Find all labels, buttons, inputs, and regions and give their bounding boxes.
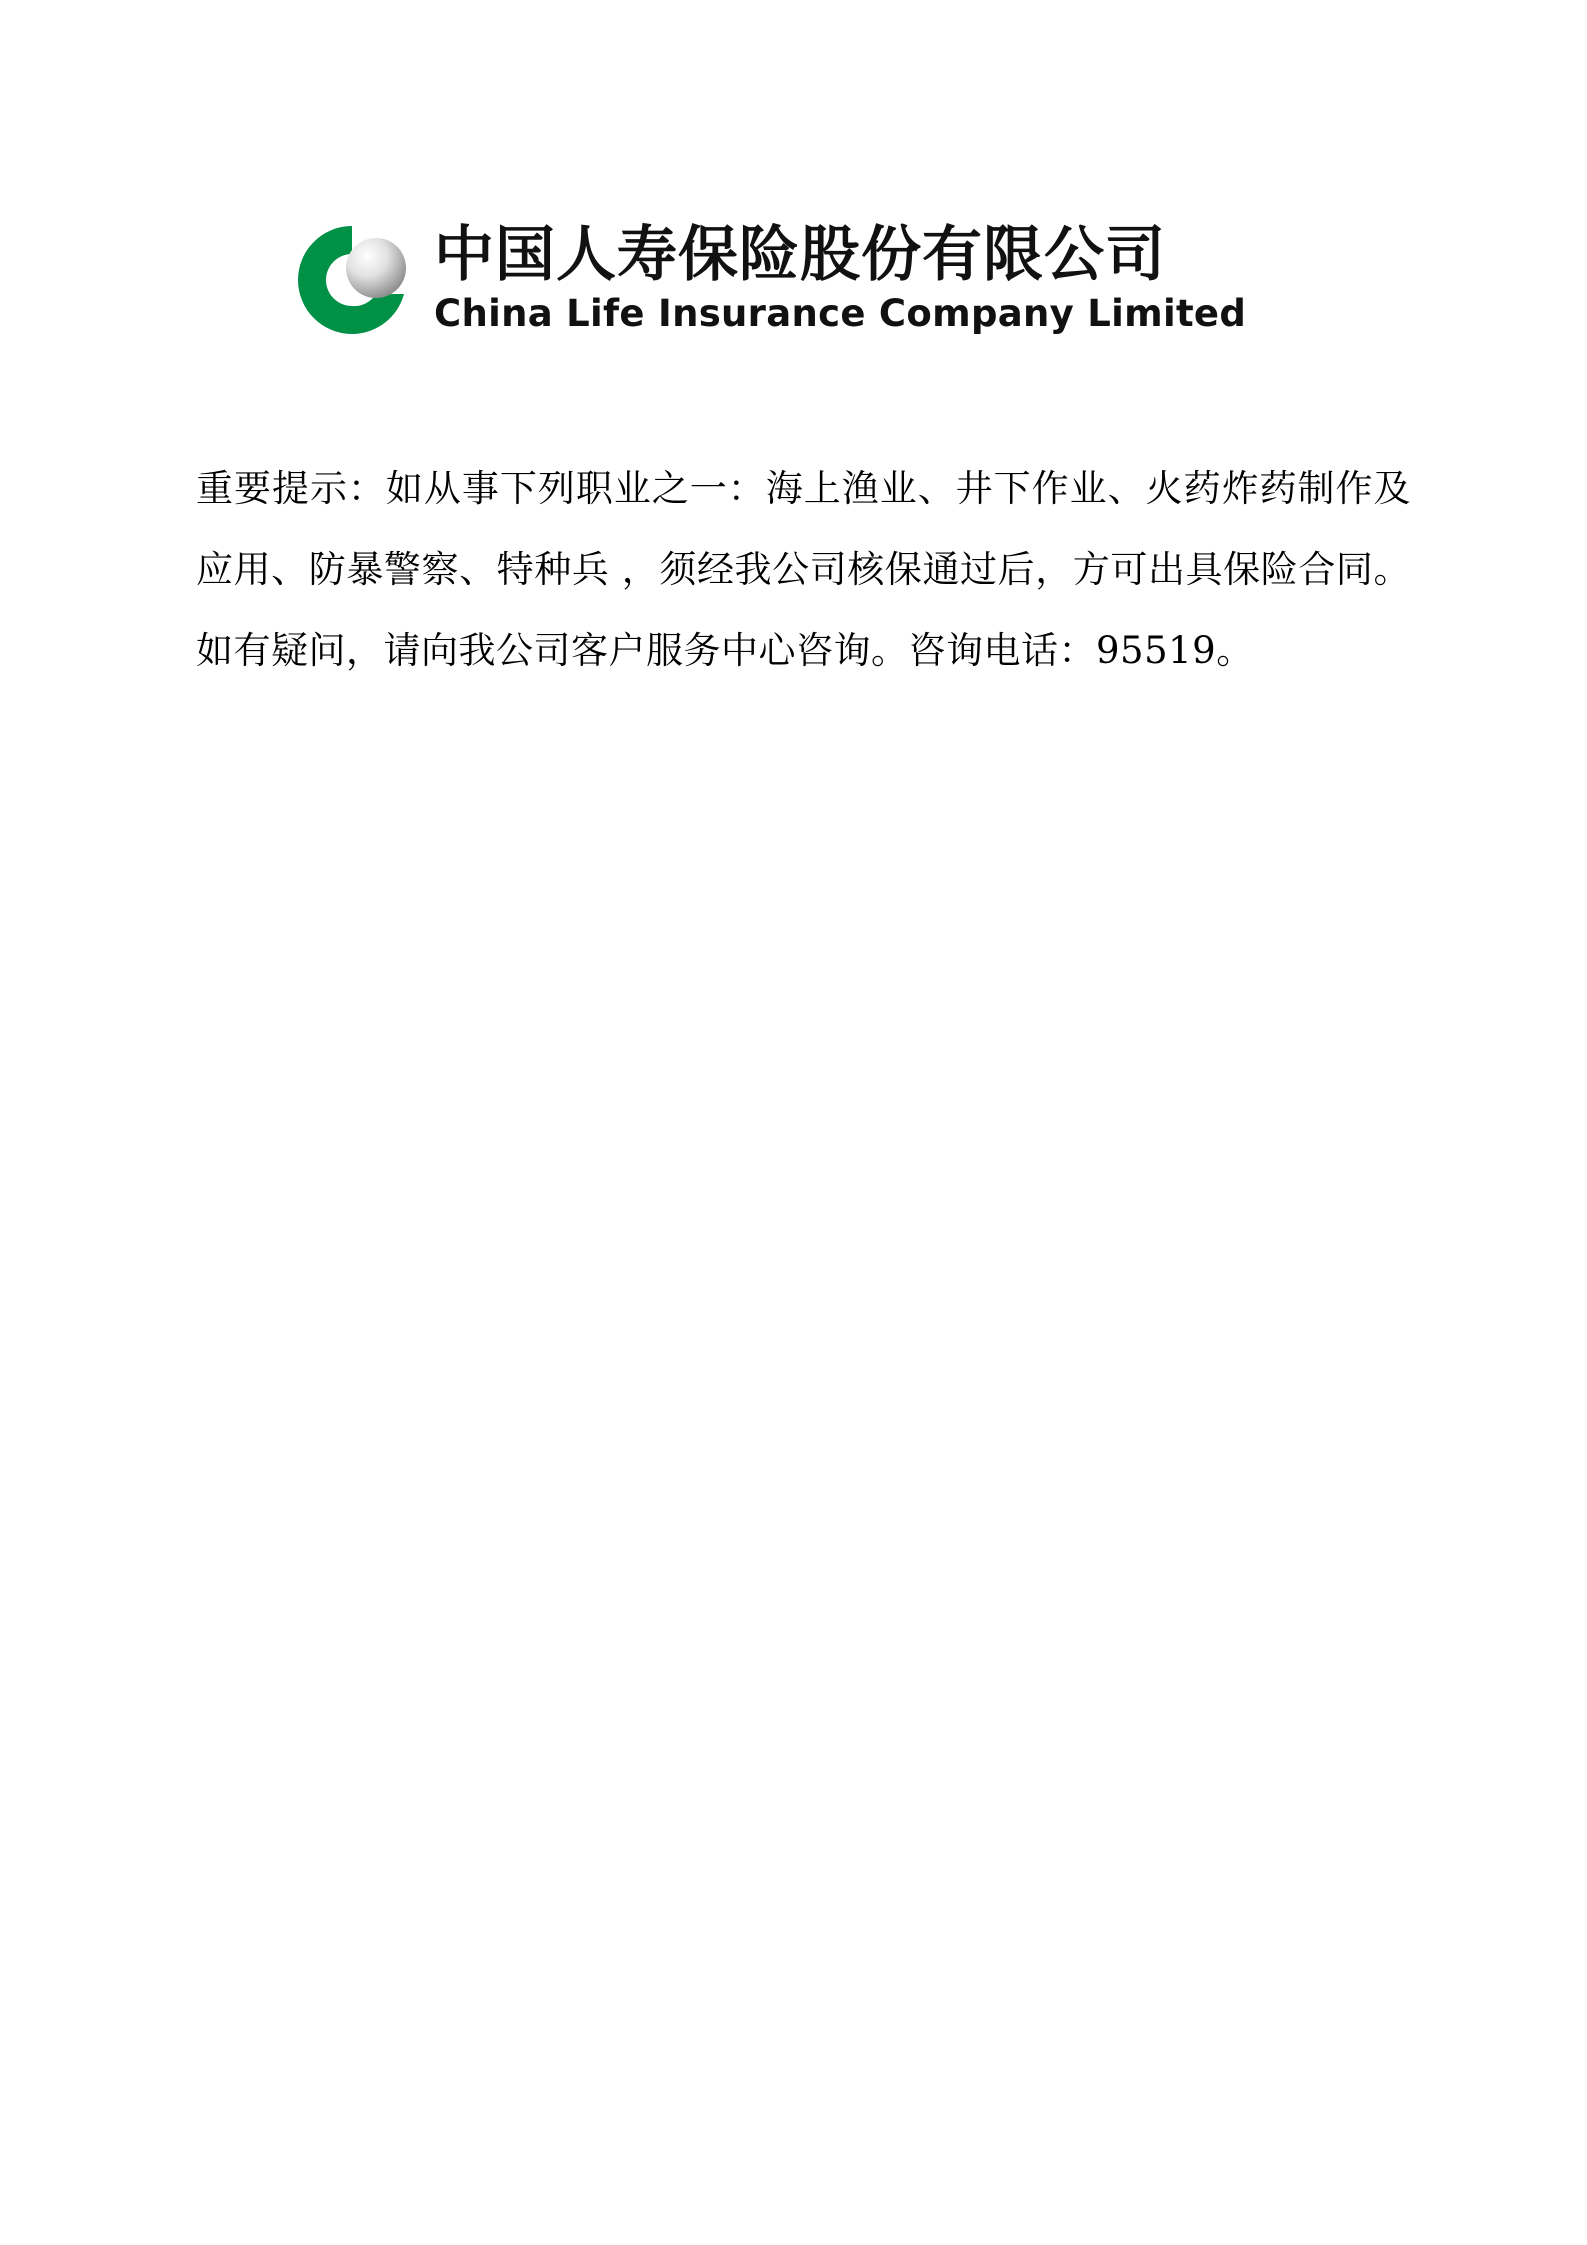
- company-logo: [286, 222, 1246, 340]
- important-notice: [196, 448, 1411, 691]
- company-name-en: China Life Insurance Company Limited: [434, 292, 1247, 336]
- company-logo-text: [434, 220, 1247, 337]
- china-life-logo-mark-icon: [286, 222, 418, 340]
- important-notice-text: 重要提示：如从事下列职业之一：海上渔业、井下作业、火药炸药制作及应用、防暴警察、特种兵 ，须经我公司核保通过后，方可出具保险合同。如有疑问，请向我公司客户服务中心咨询。咨询电话：95519。: [196, 467, 1411, 672]
- company-name-cn: 中国人寿保险股份有限公司: [434, 220, 1166, 291]
